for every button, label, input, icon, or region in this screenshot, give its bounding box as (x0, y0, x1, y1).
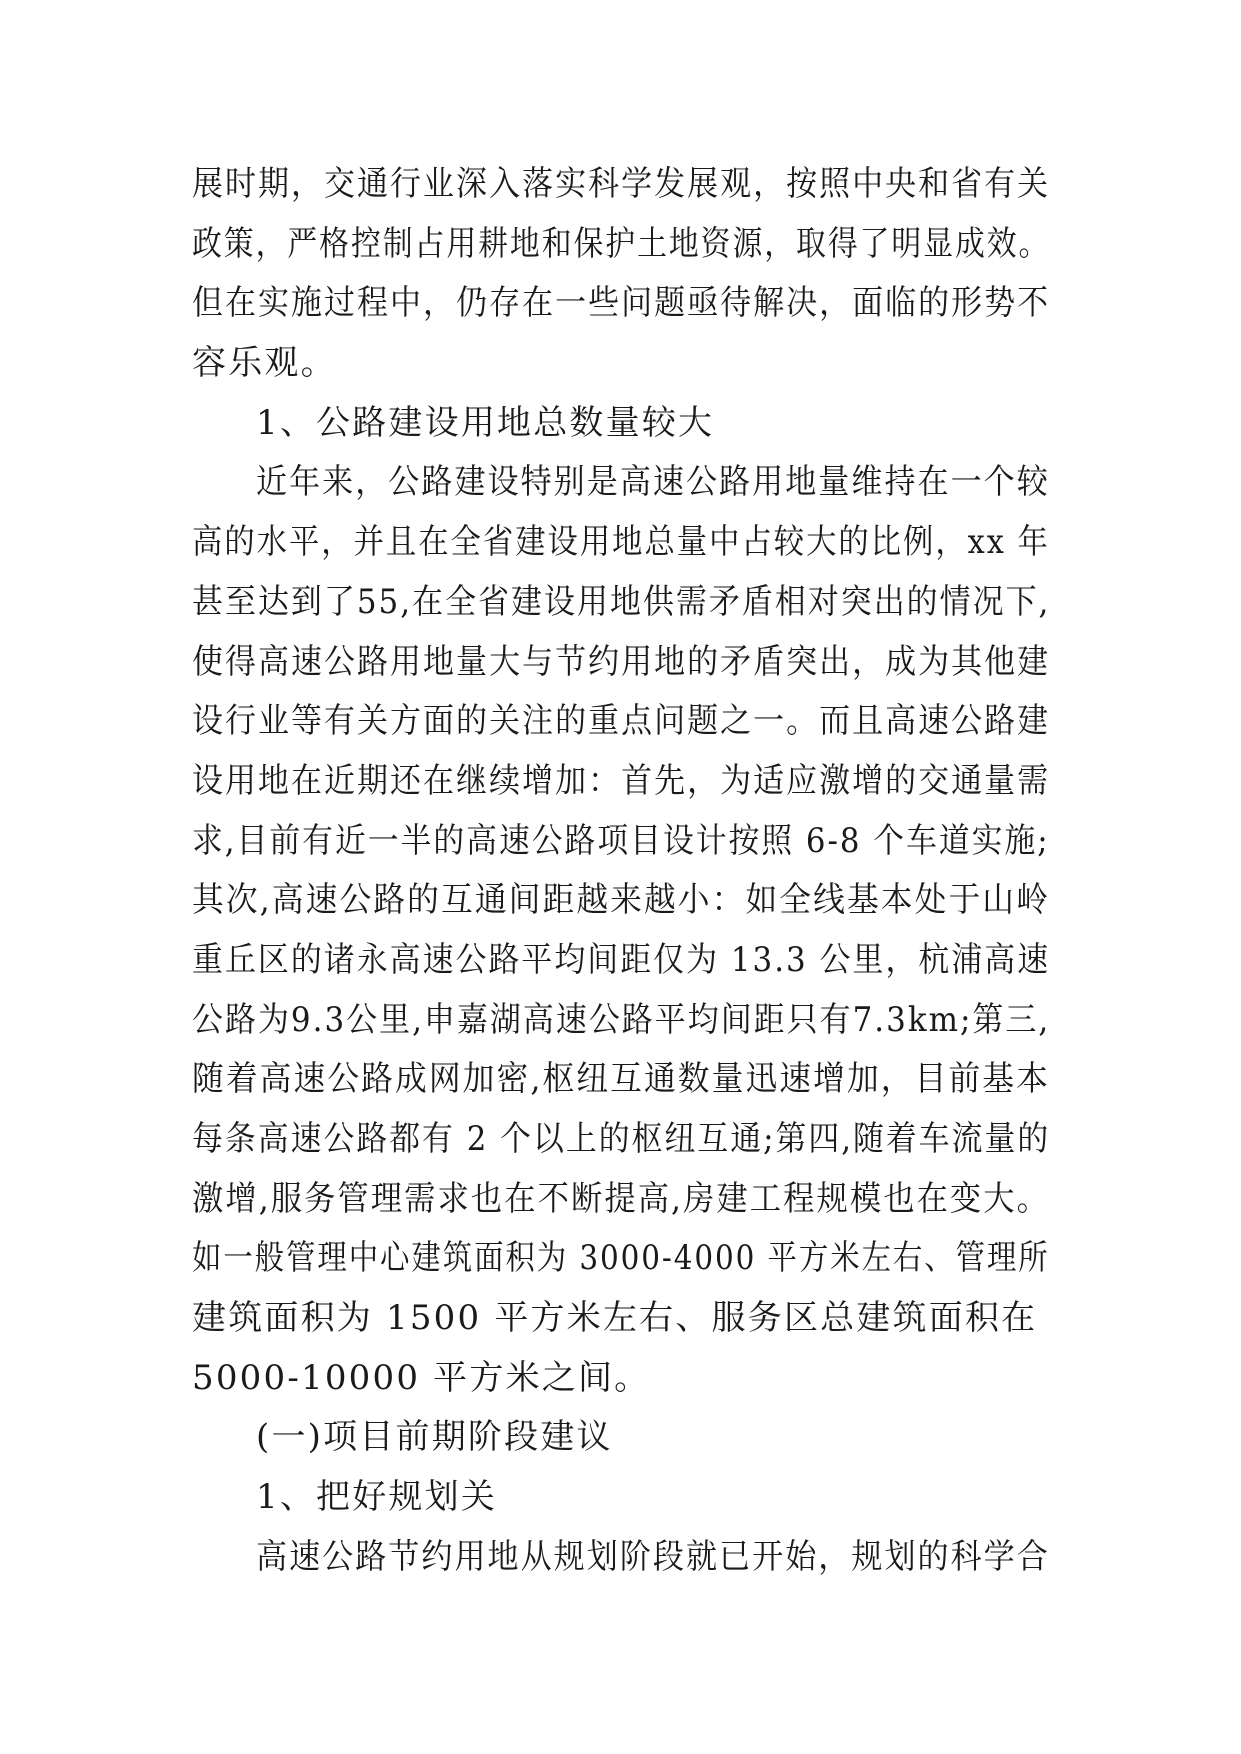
text-line: 容乐观。 (192, 343, 337, 384)
text-line: 展时期，交通行业深入落实科学发展观，按照中央和省有关 (192, 164, 1051, 204)
text-line: 随着高速公路成网加密,枢纽互通数量迅速增加，目前基本 (192, 1059, 1050, 1100)
text-line: 建筑面积为 1500 平方米左右、服务区总建筑面积在 (192, 1298, 1038, 1339)
paragraph-heading-1 (192, 394, 1050, 454)
paragraph-heading-2 (192, 1408, 1050, 1468)
paragraph-body-1 (192, 453, 1050, 1408)
text-line: 1、公路建设用地总数量较大 (256, 402, 715, 443)
text-line: 政策，严格控制占用耕地和保护土地资源，取得了明显成效。 (192, 223, 1051, 264)
text-line: 1、把好规划关 (256, 1477, 498, 1518)
text-line: (一)项目前期阶段建议 (256, 1417, 613, 1458)
text-line: 求,目前有近一半的高速公路项目设计按照 6-8 个车道实施; (192, 820, 1050, 861)
paragraph-heading-3 (192, 1468, 1050, 1528)
text-line: 公路为9.3公里,申嘉湖高速公路平均间距只有7.3km;第三, (192, 999, 1051, 1040)
text-line: 重丘区的诸永高速公路平均间距仅为 13.3 公里，杭浦高速 (192, 939, 1051, 980)
text-line: 设用地在近期还在继续增加：首先，为适应激增的交通量需 (192, 760, 1051, 801)
text-line: 激增,服务管理需求也在不断提高,房建工程规模也在变大。 (192, 1178, 1051, 1219)
text-line: 5000-10000 平方米之间。 (192, 1357, 651, 1398)
document-body (192, 155, 1050, 1588)
text-line: 如一般管理中心建筑面积为 3000-4000 平方米左右、管理所 (192, 1238, 1050, 1279)
text-line: 其次,高速公路的互通间距越来越小：如全线基本处于山岭 (192, 880, 1050, 921)
text-line: 近年来，公路建设特别是高速公路用地量维持在一个较 (256, 462, 1050, 503)
text-line: 高的水平，并且在全省建设用地总量中占较大的比例，xx 年 (192, 522, 1050, 563)
text-line: 使得高速公路用地量大与节约用地的矛盾突出，成为其他建 (192, 641, 1051, 682)
text-line: 但在实施过程中，仍存在一些问题亟待解决，面临的形势不 (192, 283, 1051, 324)
text-line: 每条高速公路都有 2 个以上的枢纽互通;第四,随着车流量的 (192, 1119, 1051, 1159)
text-line: 设行业等有关方面的关注的重点问题之一。而且高速公路建 (192, 701, 1051, 742)
text-line: 甚至达到了55,在全省建设用地供需矛盾相对突出的情况下, (192, 581, 1051, 622)
paragraph-intro (192, 155, 1050, 394)
paragraph-body-2 (192, 1528, 1050, 1588)
text-line: 高速公路节约用地从规划阶段就已开始，规划的科学合 (256, 1536, 1050, 1577)
